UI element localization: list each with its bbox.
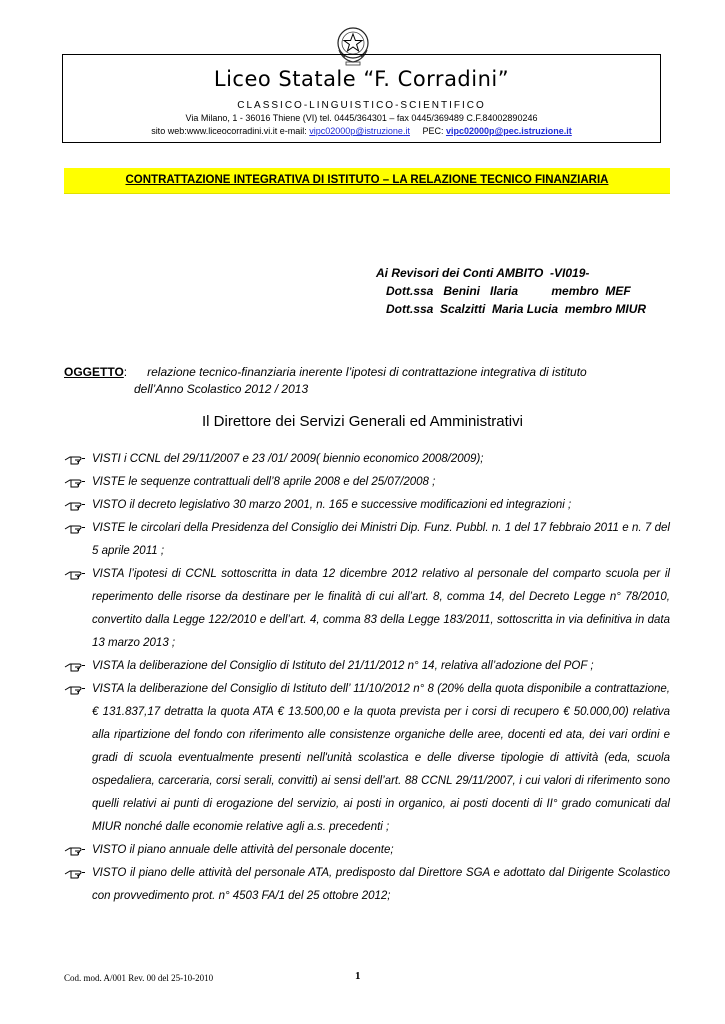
subject-block xyxy=(64,364,664,398)
school-name: Liceo Statale “F. Corradini” xyxy=(213,67,510,91)
subject-text-line-1: relazione tecnico-finanziaria inerente l’ipotesi di contrattazione integrativa di istituto xyxy=(147,365,587,379)
item-text: VISTE le sequenze contrattuali dell’8 aprile 2008 e del 25/07/2008 ; xyxy=(92,476,436,488)
recipients-line-2: Dott.ssa Benini Ilaria membro MEF xyxy=(376,284,631,298)
list-item xyxy=(64,471,670,494)
letterhead-box xyxy=(62,54,661,143)
school-type: CLASSICO-LINGUISTICO-SCIENTIFICO xyxy=(237,100,486,111)
item-text: VISTA l’ipotesi di CCNL sottoscritta in data 12 dicembre 2012 relativo al personale del comparto scuola per il reperimento delle risorse da destinare per le finalità di cui all’art. 8, comma 14, del Decreto Legge n° 78/2010, convertito dalla Legge 122/2010 e dell’art. 4, comma 83 della Legge 183/2011, sottoscritta in via definitiva in data 13 marzo 2013 ; xyxy=(92,568,670,649)
director-title: Il Direttore dei Servizi Generali ed Amministrativi xyxy=(202,413,523,430)
pointing-hand-icon xyxy=(64,867,86,880)
item-text: VISTI i CCNL del 29/11/2007 e 23 /01/ 2009( biennio economico 2008/2009); xyxy=(92,453,484,465)
list-item xyxy=(64,448,670,471)
page-number: 1 xyxy=(355,970,361,982)
recipients-line-1: Ai Revisori dei Conti AMBITO -VI019- xyxy=(376,266,590,280)
subject-text-line-2: dell’Anno Scolastico 2012 / 2013 xyxy=(134,382,309,396)
item-text: VISTO il decreto legislativo 30 marzo 2001, n. 165 e successive modificazioni ed integrazioni ; xyxy=(92,499,572,511)
item-text: VISTA la deliberazione del Consiglio di Istituto dell’ 11/10/2012 n° 8 (20% della quota disponibile a contrattazione, € 131.837,17 detratta la quota ATA € 13.500,00 e la quota prevista per i corsi di recupero € 50.000,00) relativa alla ripartizione del fondo con riferimento alle consistenze organiche delle aree, docenti ed ata, dei vari ordini e gradi di scuola eventualmente presenti nell'unità scolastica e delle diverse tipologie di attività (eda, scuola ospedaliera, carceraria, corsi serali, convitti) ai sensi dell’art. 88 CCNL 29/11/2007, i cui valori di riferimento sono quelli relativi ai punti di erogazione del servizio, ai posti in organico, ai posti docenti di II° grado comunicati dal MIUR nonché dalle economie relative agli a.s. precedenti ; xyxy=(92,683,670,833)
email-link[interactable]: vipc02000p@istruzione.it xyxy=(309,126,410,136)
item-text: VISTO il piano delle attività del personale ATA, predisposto dal Direttore SGA e adottato dal Dirigente Scolastico con provvedimento prot. n° 4503 FA/1 del 25 ottobre 2012; xyxy=(92,867,670,902)
list-item xyxy=(64,655,670,678)
list-item xyxy=(64,839,670,862)
pointing-hand-icon xyxy=(64,683,86,696)
pec-email-link[interactable]: vipc02000p@pec.istruzione.it xyxy=(445,126,572,136)
list-item xyxy=(64,678,670,839)
pointing-hand-icon xyxy=(64,522,86,535)
subject-separator: : xyxy=(123,365,148,379)
item-text: VISTA la deliberazione del Consiglio di Istituto del 21/11/2012 n° 14, relativa all’adozione del POF ; xyxy=(92,660,594,672)
considerations-list xyxy=(64,448,670,908)
recipients-line-3: Dott.ssa Scalzitti Maria Lucia membro MIUR xyxy=(376,302,647,316)
school-address: Via Milano, 1 - 36016 Thiene (VI) tel. 0445/364301 – fax 0445/369489 C.F.84002890246 xyxy=(185,113,538,123)
list-item xyxy=(64,517,670,563)
pointing-hand-icon xyxy=(64,844,86,857)
pointing-hand-icon xyxy=(64,660,86,673)
recipients-block xyxy=(376,264,646,318)
list-item xyxy=(64,862,670,908)
banner-title: CONTRATTAZIONE INTEGRATIVA DI ISTITUTO – LA RELAZIONE TECNICO FINANZIARIA xyxy=(125,174,609,186)
pointing-hand-icon xyxy=(64,476,86,489)
list-item xyxy=(64,563,670,655)
list-item xyxy=(64,494,670,517)
title-banner xyxy=(64,168,670,194)
subject-label: OGGETTO xyxy=(64,365,124,379)
pointing-hand-icon xyxy=(64,453,86,466)
item-text: VISTO il piano annuale delle attività del personale docente; xyxy=(92,844,394,856)
pointing-hand-icon xyxy=(64,568,86,581)
website-text: sito web:www.liceocorradini.vi.it e-mail: xyxy=(151,126,310,136)
item-text: VISTE le circolari della Presidenza del Consiglio dei Ministri Dip. Funz. Pubbl. n. 1 del 17 febbraio 2011 e n. 7 del 5 aprile 2011 ; xyxy=(92,522,670,557)
school-contacts xyxy=(63,126,660,136)
pec-label: PEC: xyxy=(409,126,446,136)
form-code: Cod. mod. A/001 Rev. 00 del 25-10-2010 xyxy=(64,973,214,983)
pointing-hand-icon xyxy=(64,499,86,512)
